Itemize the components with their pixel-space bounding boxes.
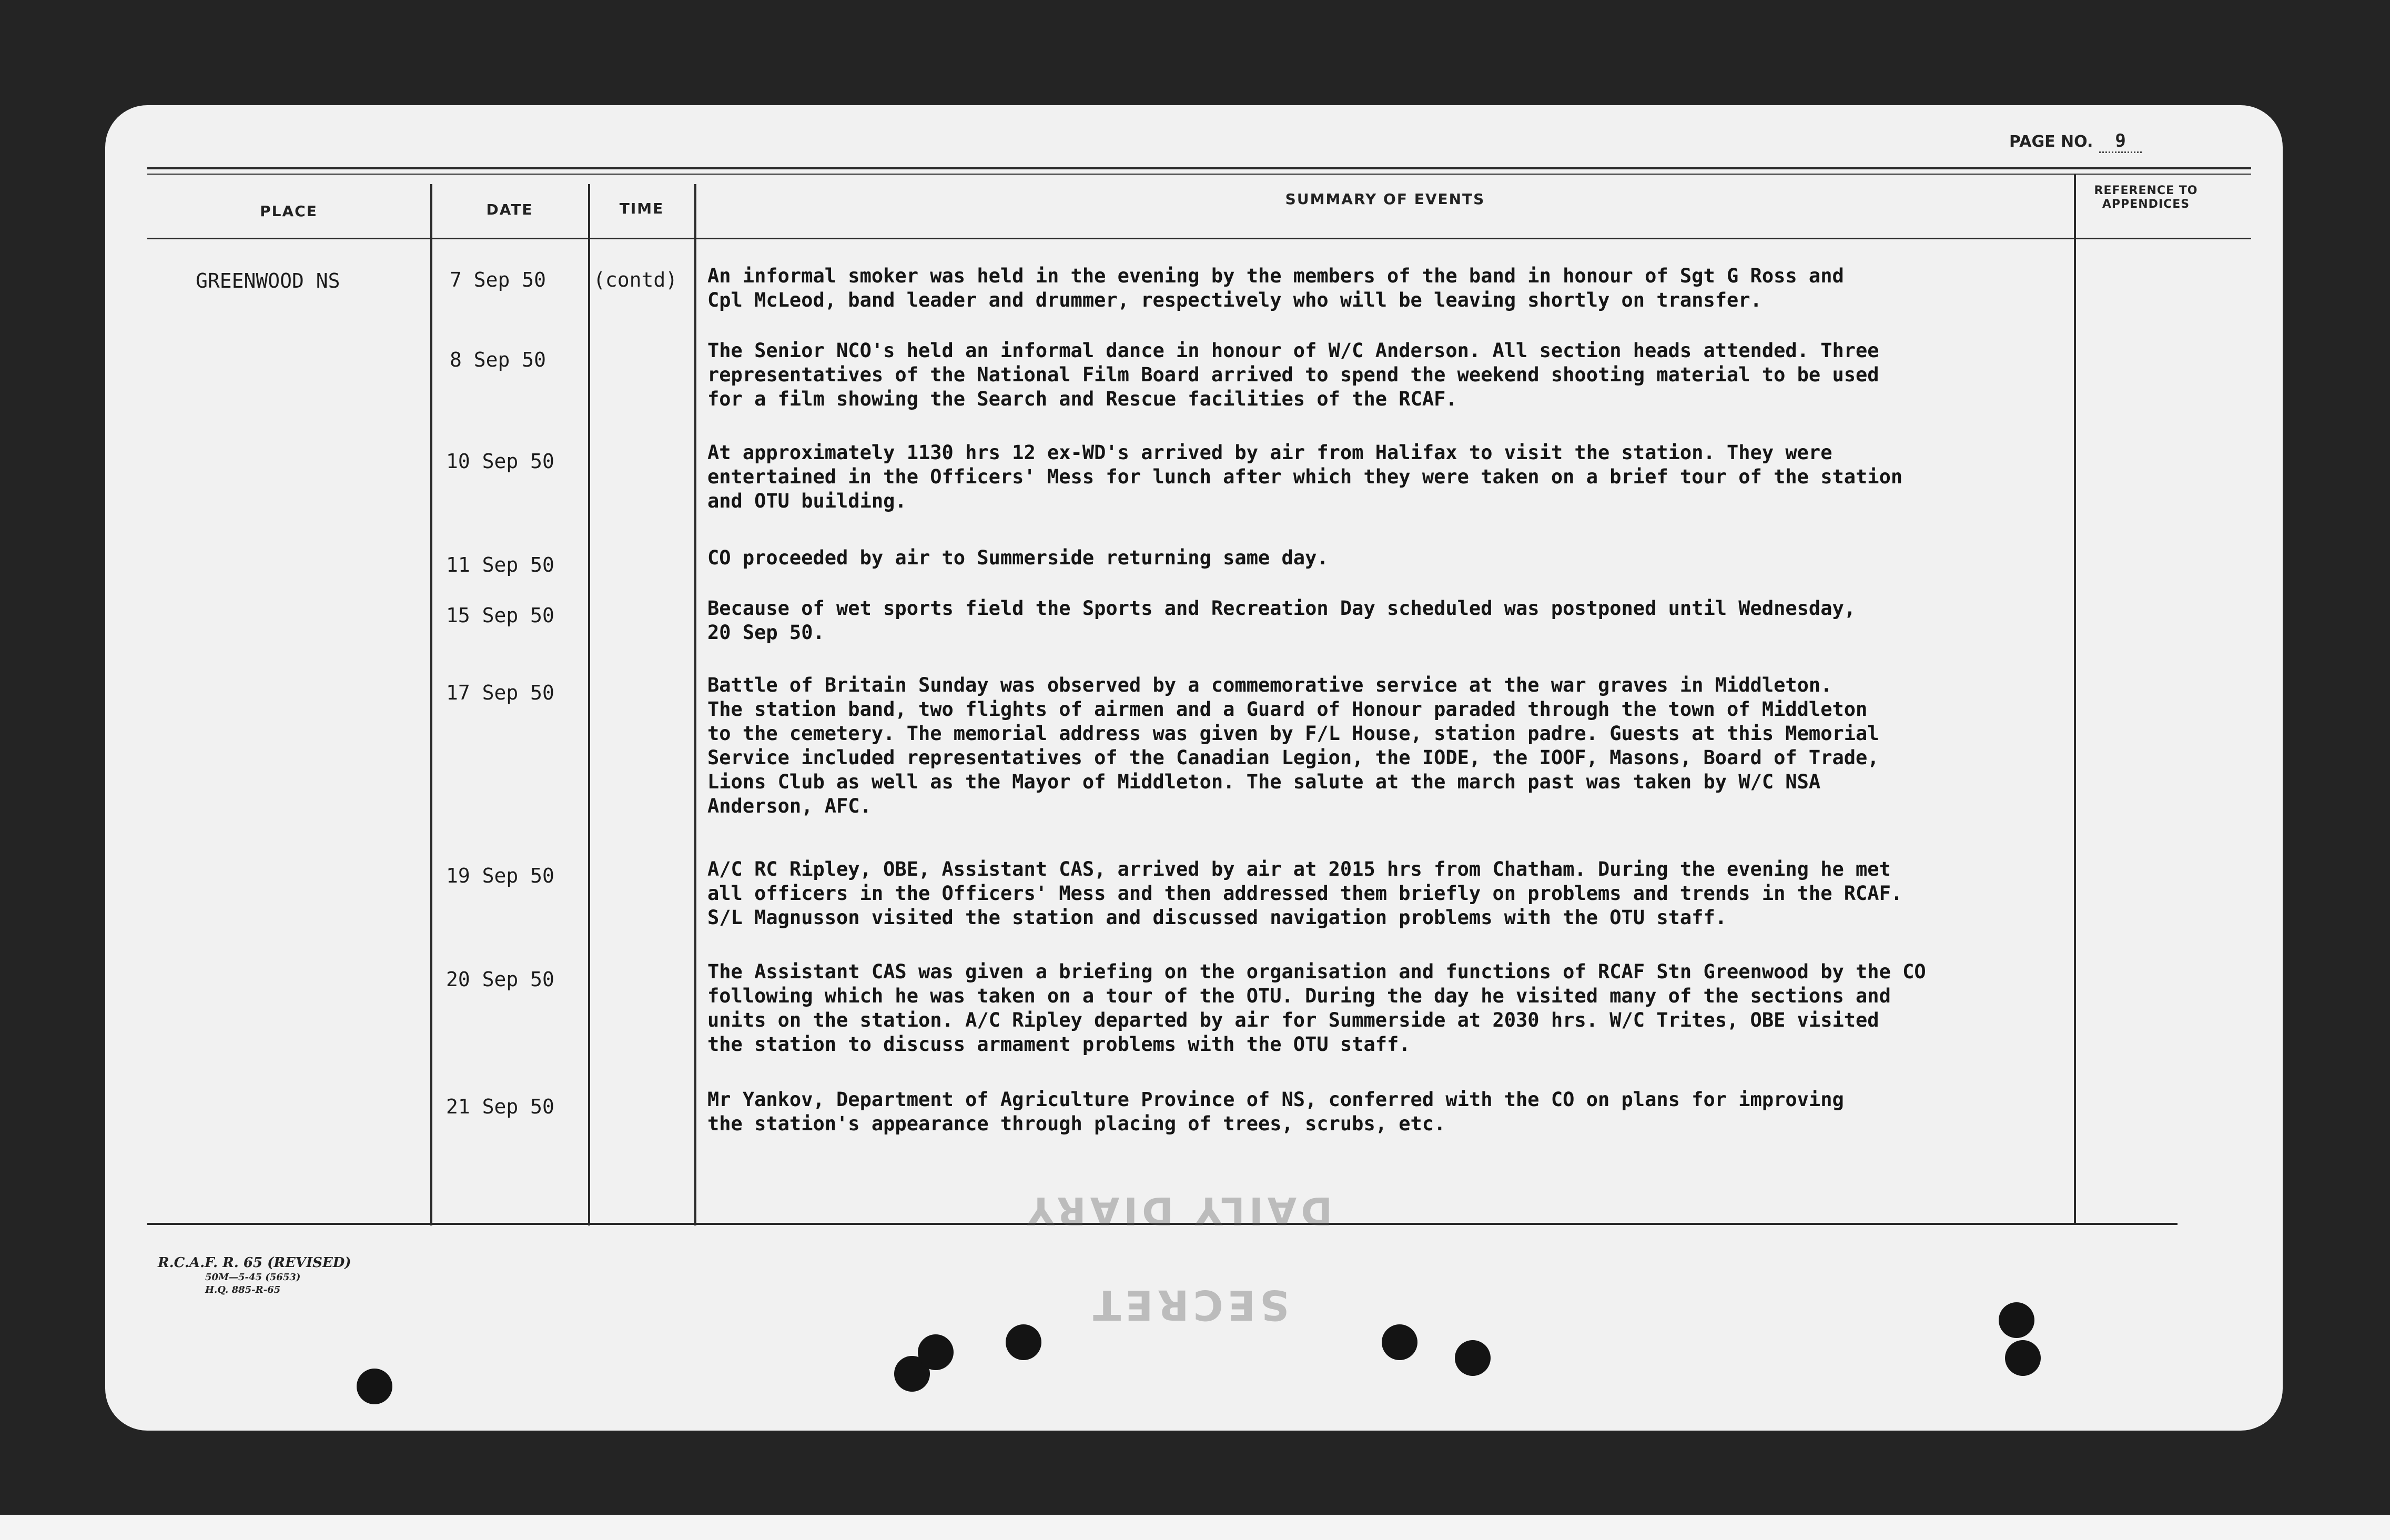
- page-no-caption: PAGE NO.: [2009, 133, 2093, 151]
- entry-date: 11 Sep 50: [446, 553, 554, 576]
- page-number-label: [2009, 130, 2142, 151]
- entry-date: 7 Sep 50: [450, 268, 546, 291]
- top-rule: [147, 167, 2251, 169]
- col-divider-time-summary: [694, 184, 696, 1225]
- diary-sheet: [105, 105, 2283, 1431]
- daily-diary-stamp: DAILY DIARY: [1023, 1189, 1333, 1233]
- entry-date: 19 Sep 50: [446, 864, 554, 887]
- page-no-value: 9: [2099, 130, 2141, 153]
- form-print-code: 50M—5-45 (5653): [205, 1272, 301, 1283]
- column-header-summary: SUMMARY OF EVENTS: [1285, 190, 1485, 208]
- punch-hole: [1999, 1302, 2034, 1338]
- entry-summary: The Senior NCO's held an informal dance in honour of W/C Anderson. All section heads attended. Three representatives of the National Film Board arrived to spend the weekend shooting material to be used for a film showing the Search and Rescue facilities of the RCAF.: [707, 339, 1879, 410]
- column-header-time: TIME: [619, 200, 664, 217]
- column-header-date: DATE: [486, 201, 533, 218]
- entry-time: (contd): [593, 268, 678, 291]
- punch-hole: [1006, 1324, 1041, 1360]
- entry-summary: The Assistant CAS was given a briefing on the organisation and functions of RCAF Stn Greenwood by the CO following which he was taken on a tour of the OTU. During the day he visited many of the sections and units on the station. A/C Ripley departed by air for Summerside at 2030 hrs. W/C Trites, OBE visited the station to discuss armament problems with the OTU staff.: [707, 960, 1926, 1056]
- form-number: R.C.A.F. R. 65 (REVISED): [158, 1255, 351, 1271]
- entry-summary: Mr Yankov, Department of Agriculture Province of NS, conferred with the CO on plans for improving the station's appearance through placing of trees, scrubs, etc.: [707, 1088, 1844, 1135]
- form-identifier: [158, 1254, 351, 1296]
- entry-date: 10 Sep 50: [446, 450, 554, 473]
- scan-border-strip: [0, 1515, 2390, 1540]
- col-divider-place-date: [430, 184, 432, 1225]
- entry-date: 17 Sep 50: [446, 681, 554, 704]
- punch-hole: [357, 1369, 392, 1404]
- entry-date: 8 Sep 50: [450, 348, 546, 371]
- punch-hole: [2005, 1340, 2041, 1376]
- top-rule-thin: [147, 174, 2251, 175]
- header-bottom-rule: [147, 238, 2251, 239]
- secret-stamp: SECRET: [1089, 1281, 1290, 1328]
- column-header-place: PLACE: [260, 202, 318, 220]
- column-header-reference: REFERENCE TO APPENDICES: [2094, 184, 2198, 211]
- punch-hole: [1455, 1340, 1491, 1376]
- entry-summary: An informal smoker was held in the evening by the members of the band in honour of Sgt G Ross and Cpl McLeod, band leader and drummer, respectively who will be leaving shortly on transfer.: [707, 265, 1844, 311]
- entry-date: 15 Sep 50: [446, 604, 554, 627]
- place-value: GREENWOOD NS: [196, 269, 340, 292]
- punch-hole: [918, 1334, 954, 1370]
- entry-summary: At approximately 1130 hrs 12 ex-WD's arrived by air from Halifax to visit the station. They were entertained in the Officers' Mess for lunch after which they were taken on a brief tour of the station and OTU building.: [707, 441, 1903, 512]
- entry-date: 21 Sep 50: [446, 1095, 554, 1118]
- form-hq-code: H.Q. 885-R-65: [205, 1284, 281, 1295]
- entry-date: 20 Sep 50: [446, 968, 554, 991]
- punch-hole: [1382, 1324, 1417, 1360]
- entry-summary: Battle of Britain Sunday was observed by a commemorative service at the war graves in Middleton. The station band, two flights of airmen and a Guard of Honour paraded through the town of Middleton to the cemetery. The memorial address was given by F/L House, station padre. Guests at this Memorial Service included representatives of the Canadian Legion, the IODE, the IOOF, Masons, Board of Trade, Lions Club as well as the Mayor of Middleton. The salute at the march past was taken by W/C NSA Anderson, AFC.: [707, 674, 1879, 817]
- entry-summary: A/C RC Ripley, OBE, Assistant CAS, arrived by air at 2015 hrs from Chatham. During the evening he met all officers in the Officers' Mess and then addressed them briefly on problems and trends in the RCAF. S/L Magnusson visited the station and discussed navigation problems with the OTU staff.: [707, 858, 1903, 929]
- entry-summary: Because of wet sports field the Sports and Recreation Day scheduled was postponed until Wednesday, 20 Sep 50.: [707, 597, 1856, 644]
- col-divider-date-time: [588, 184, 590, 1225]
- entry-summary: CO proceeded by air to Summerside returning same day.: [707, 546, 1329, 569]
